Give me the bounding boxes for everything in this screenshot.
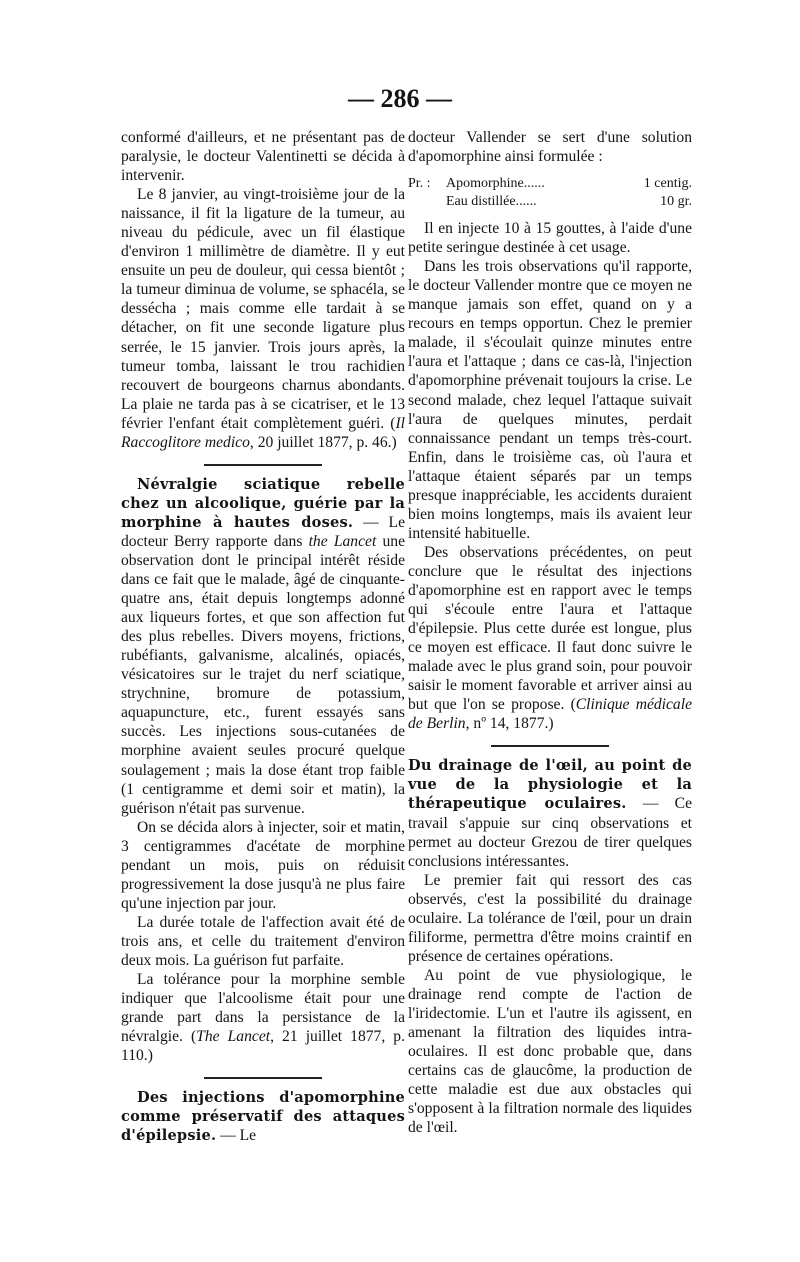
section-paragraph xyxy=(121,1088,405,1145)
citation: Clinique médicale de Berlin xyxy=(408,696,692,733)
paragraph-text: La tolérance pour la morphine semble indiquer que l'alcoolisme était pour une grande part dans la persistance de la névralgie. ( xyxy=(121,971,405,1046)
paragraph-text: , 20 juillet 1877, p. 46.) xyxy=(249,433,397,451)
paragraph-text: , nº 14, 1877.) xyxy=(465,715,554,733)
paragraph-text: une observation dont le principal intérêt réside dans ce fait que le malade, âgé de cinquante-quatre ans, était depuis longtemps adonné aux liqueurs fortes, et que son affection fut des plus rebelles. Divers moyens, frictions, rubéfiants, galvanisme, alcalinés, opiacés, vésicatoires sur le trajet du nerf sciatique, strychnine, bromure de potassium, aquapuncture, etc., furent essayés sans succès. Les injections sous-cutanées de morphine avaient seules procuré quelque soulagement ; mais la dose étant trop faible (1 centigramme et demi soir et matin), la guérison n'était pas survenue. xyxy=(121,532,405,817)
paragraph: docteur Vallender se sert d'une solution d'apomorphine ainsi formulée : xyxy=(408,129,692,166)
formula-row xyxy=(408,175,692,193)
citation: The Lancet xyxy=(196,1028,271,1046)
formula-row xyxy=(408,193,692,211)
formula-ingredient: Apomorphine...... xyxy=(446,176,545,192)
section-paragraph xyxy=(408,756,692,870)
paragraph-text: Des observations précédentes, on peut conclure que le résultat des injections d'apomorphine est en rapport avec le temps qui s'écoule entre l'aura et l'attaque d'épilepsie. Plus cette durée est longue, plus ce moyen est efficace. Il faut donc suivre le malade avec le plus grand soin, pour pouvoir saisir le moment favorable et arriver ainsi au but que l'on se propose. ( xyxy=(408,543,692,714)
paragraph xyxy=(121,970,405,1065)
paragraph-text: Le 8 janvier, au vingt-troisième jour de la naissance, il fit la ligature de la tumeur, au niveau du pédicule, avec un fil élastique d'environ 1 millimètre de diamètre. Il y eut ensuite un peu de douleur, qui cessa bientôt ; la tumeur diminua de volume, se sphacéla, se dessécha ; mais comme elle tardait à se détacher, on fit une seconde ligature plus serrée, le 15 janvier. Trois jours après, la tumeur tomba, laissant le trou rachidien recouvert de bourgeons charnus abondants. La plaie ne tarda pas à se cicatriser, et le 13 février l'enfant était complètement guéri. ( xyxy=(121,186,405,432)
paragraph: La durée totale de l'affection avait été de trois ans, et celle du traitement d'environ deux mois. La guérison fut parfaite. xyxy=(121,913,405,969)
formula xyxy=(408,175,692,211)
divider-line xyxy=(204,1077,322,1079)
section-heading: Du drainage de l'œil, au point de vue de la physiologie et la thérapeutique oculaires. xyxy=(408,757,692,813)
section-divider xyxy=(408,745,692,747)
paragraph-text: — Le xyxy=(216,1127,257,1145)
divider-line xyxy=(491,745,609,747)
formula-amount: 10 gr. xyxy=(660,194,692,210)
section-heading: Névralgie sciatique rebelle chez un alcoolique, guérie par la morphine à hautes doses. xyxy=(121,475,405,531)
formula-amount: 1 centig. xyxy=(643,176,692,192)
section-paragraph xyxy=(121,475,405,818)
formula-ingredient: Eau distillée...... xyxy=(446,194,537,210)
section-heading: Des injections d'apomorphine comme préservatif des attaques d'épilepsie. xyxy=(121,1089,405,1145)
citation: the Lancet xyxy=(308,532,377,550)
paragraph-text: , 21 juillet 1877, p. 110.) xyxy=(121,1028,405,1065)
paragraph: Le premier fait qui ressort des cas observés, c'est la possibilité du drainage oculaire. La tolérance de l'œil, pour un drain filiforme, permettra d'être moins craintif en présence de certaines opérations. xyxy=(408,871,692,965)
divider-line xyxy=(204,464,322,466)
paragraph: Dans les trois observations qu'il rapporte, le docteur Vallender montre que ce moyen ne manque jamais son effet, quand on y a recours en temps opportun. Chez le premier malade, il s'écoulait quinze minutes entre l'aura et l'attaque ; dans ce cas-là, l'injection d'apomorphine prévenait toujours la crise. Le second malade, chez lequel l'attaque suivait l'aura de quelques minutes, perdait connaissance pendant un temps très-court. Enfin, dans le troisième cas, où l'aura et l'attaque étaient séparés par un temps presque inappréciable, les accidents duraient bien moins longtemps, mais ils avaient leur intensité habituelle. xyxy=(408,258,692,542)
paragraph xyxy=(121,185,405,452)
right-column xyxy=(408,128,692,1137)
section-divider xyxy=(121,1077,405,1079)
page-number: — 286 — xyxy=(348,84,452,113)
paragraph: Au point de vue physiologique, le drainage rend compte de l'action de l'iridectomie. L'un et l'autre ils agissent, en amenant la filtration des liquides intra-oculaires. Il est donc probable que, dans certains cas de glaucôme, la production de cette maladie est due aux obstacles qui s'opposent à la filtration normale des liquides de l'œil. xyxy=(408,966,692,1137)
formula-label: Pr. : xyxy=(408,176,431,192)
paragraph: conformé d'ailleurs, et ne présentant pas de paralysie, le docteur Valentinetti se décida à intervenir. xyxy=(121,129,405,185)
paragraph: On se décida alors à injecter, soir et matin, 3 centigrammes d'acétate de morphine pendant un mois, puis on réduisit progressivement la dose jusqu'à ne plus faire qu'une injection par jour. xyxy=(121,818,405,912)
paragraph-text: — Le docteur Berry rapporte dans xyxy=(121,513,405,550)
paragraph: Il en injecte 10 à 15 gouttes, à l'aide d'une petite seringue destinée à cet usage. xyxy=(408,220,692,257)
paragraph-text: — Ce travail s'appuie sur cinq observations et permet au docteur Grezou de tirer quelques conclusions intéressantes. xyxy=(408,795,692,870)
paragraph xyxy=(408,543,692,733)
left-column xyxy=(121,128,405,1145)
section-divider xyxy=(121,464,405,466)
citation: Il Raccoglitore medico xyxy=(121,414,405,451)
